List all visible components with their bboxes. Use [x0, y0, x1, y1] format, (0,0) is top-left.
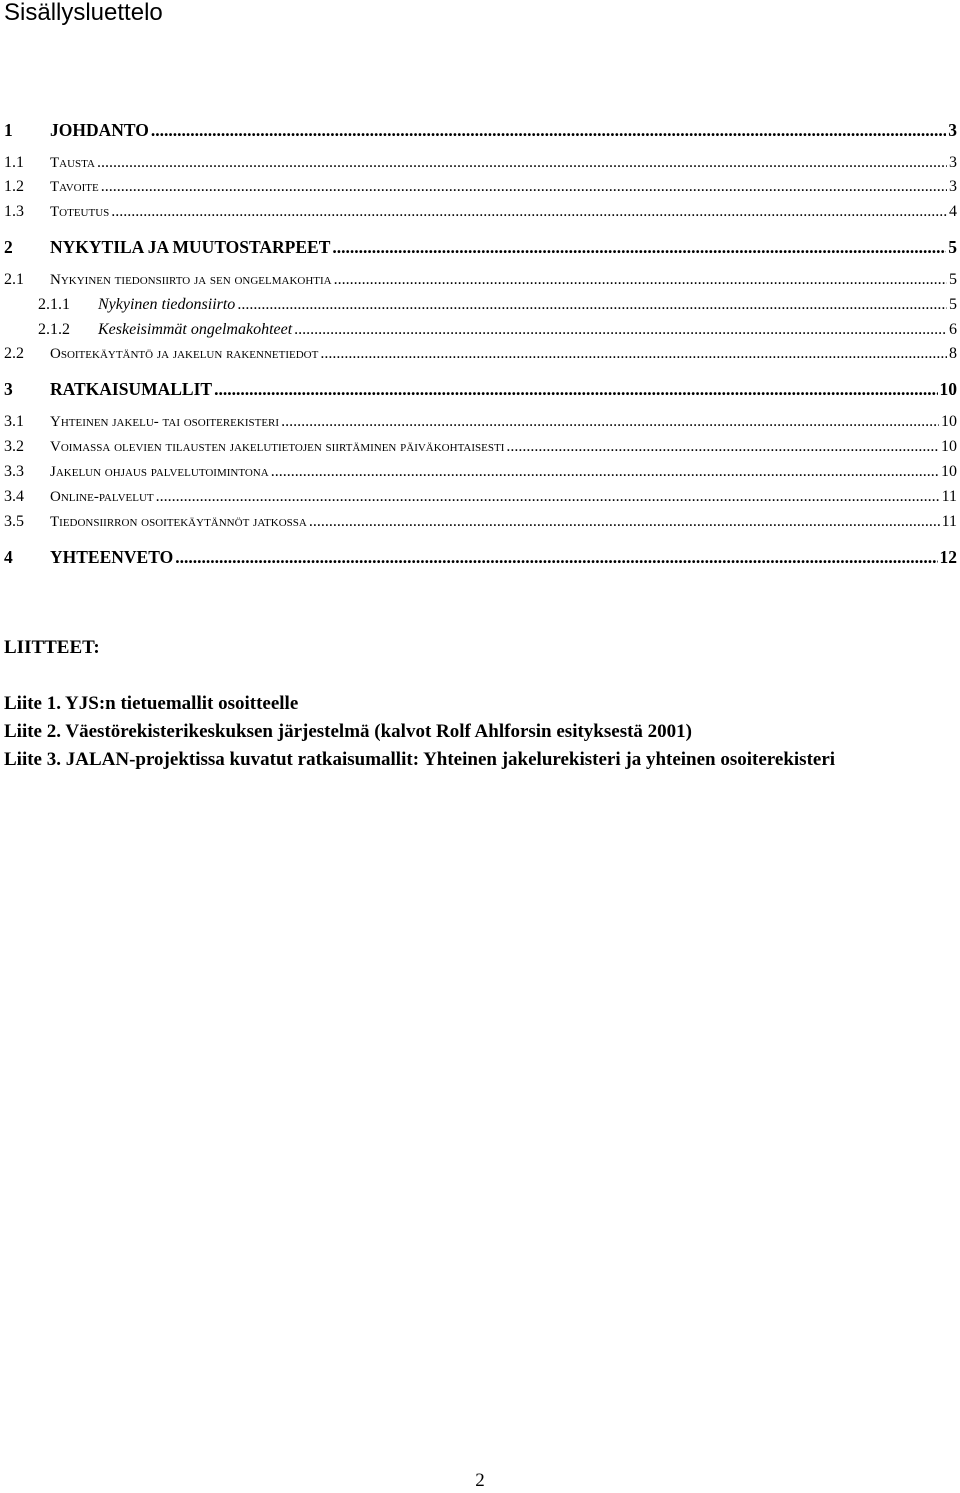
toc-dot-leader	[334, 271, 947, 289]
toc-entry-title: Voimassa olevien tilausten jakelutietojen siirtäminen päiväkohtaisesti	[50, 439, 505, 455]
toc-dot-leader	[294, 321, 947, 339]
toc-entry-page: 12	[939, 547, 957, 567]
toc-entry[interactable]	[4, 296, 957, 316]
toc-entry-title: Yhteinen jakelu- tai osoiterekisteri	[50, 414, 280, 430]
toc-entry-number: 3.3	[4, 463, 24, 480]
toc-entry-number: 4	[4, 547, 13, 567]
toc-entry-title: Tavoite	[50, 179, 99, 195]
toc-dot-leader	[320, 345, 947, 363]
toc-entry-title: Nykyinen tiedonsiirto	[98, 296, 236, 313]
toc-entry[interactable]	[4, 178, 957, 198]
toc-entry-page: 5	[949, 296, 957, 313]
toc-dot-leader	[111, 203, 947, 221]
page-number: 2	[475, 1470, 485, 1491]
toc-entry-page: 5	[949, 271, 957, 288]
toc-entry[interactable]	[4, 120, 957, 140]
toc-entry-page: 10	[941, 438, 957, 455]
toc-dot-leader	[151, 120, 946, 141]
toc-entry-page: 10	[941, 413, 957, 430]
appendix-item: Liite 1. YJS:n tietuemallit osoitteelle	[4, 693, 299, 714]
toc-entry[interactable]	[4, 271, 957, 291]
toc-dot-leader	[309, 513, 940, 531]
toc-entry-title: Nykyinen tiedonsiirto ja sen ongelmakohtia	[50, 272, 332, 288]
toc-entry[interactable]	[4, 463, 957, 483]
appendices-heading: LIITTEET:	[4, 637, 100, 658]
toc-entry-title: Toteutus	[50, 204, 110, 220]
toc-entry-title: Tausta	[50, 155, 95, 171]
toc-entry-number: 3.2	[4, 438, 24, 455]
toc-dot-leader	[214, 379, 937, 400]
toc-entry-number: 2.2	[4, 345, 24, 362]
toc-entry[interactable]	[4, 203, 957, 223]
toc-entry-page: 5	[948, 237, 957, 257]
appendix-item: Liite 3. JALAN-projektissa kuvatut ratkaisumallit: Yhteinen jakelurekisteri ja yhteinen osoiterekisteri	[4, 749, 836, 770]
toc-entry-page: 10	[939, 379, 957, 399]
toc-entry-number: 3.1	[4, 413, 24, 430]
toc-dot-leader	[271, 463, 939, 481]
toc-entry-number: 2.1.2	[38, 321, 70, 338]
toc-entry-title: YHTEENVETO	[50, 547, 174, 567]
toc-dot-leader	[237, 296, 947, 314]
toc-entry[interactable]	[4, 488, 957, 508]
toc-entry-page: 8	[949, 345, 957, 362]
toc-entry-page: 3	[949, 154, 957, 171]
toc-entry-page: 3	[948, 120, 957, 140]
toc-entry-title: Keskeisimmät ongelmakohteet	[98, 321, 293, 338]
toc-entry-number: 1.1	[4, 154, 24, 171]
toc-entry-page: 3	[949, 178, 957, 195]
toc-entry-page: 6	[949, 321, 957, 338]
toc-entry-title: Online-palvelut	[50, 489, 154, 505]
toc-entry-page: 4	[949, 203, 957, 220]
toc-entry-number: 1	[4, 120, 13, 140]
toc-entry-number: 2.1	[4, 271, 24, 288]
toc-entry-page: 11	[941, 513, 957, 530]
toc-dot-leader	[332, 237, 946, 258]
toc-entry[interactable]	[4, 237, 957, 257]
toc-entry[interactable]	[4, 547, 957, 567]
toc-entry[interactable]	[4, 379, 957, 399]
toc-entry-title: Tiedonsiirron osoitekäytännöt jatkossa	[50, 514, 307, 530]
toc-entry-title: JOHDANTO	[50, 120, 149, 140]
toc-entry-page: 10	[941, 463, 957, 480]
toc-dot-leader	[175, 547, 937, 568]
toc-entry-number: 3.5	[4, 513, 24, 530]
toc-entry[interactable]	[4, 321, 957, 341]
toc-entry-number: 2	[4, 237, 13, 257]
toc-entry-number: 2.1.1	[38, 296, 70, 313]
toc-entry[interactable]	[4, 345, 957, 365]
toc-entry-title: Jakelun ohjaus palvelutoimintona	[50, 464, 269, 480]
toc-entry[interactable]	[4, 413, 957, 433]
toc-entry[interactable]	[4, 513, 957, 533]
toc-entry[interactable]	[4, 438, 957, 458]
toc-entry[interactable]	[4, 154, 957, 174]
appendix-item: Liite 2. Väestörekisterikeskuksen järjestelmä (kalvot Rolf Ahlforsin esityksestä 2001)	[4, 721, 692, 742]
toc-entry-number: 1.3	[4, 203, 24, 220]
toc-entry-number: 3.4	[4, 488, 24, 505]
toc-entry-number: 1.2	[4, 178, 24, 195]
toc-entry-page: 11	[941, 488, 957, 505]
toc-dot-leader	[156, 488, 940, 506]
toc-entry-number: 3	[4, 379, 13, 399]
document-title: Sisällysluettelo	[4, 0, 163, 26]
toc-entry-title: Osoitekäytäntö ja jakelun rakennetiedot	[50, 346, 319, 362]
toc-dot-leader	[281, 413, 939, 431]
toc-dot-leader	[97, 154, 947, 172]
toc-entry-title: RATKAISUMALLIT	[50, 379, 213, 399]
toc-entry-title: NYKYTILA JA MUUTOSTARPEET	[50, 237, 331, 257]
toc-dot-leader	[506, 438, 939, 456]
toc-dot-leader	[101, 178, 947, 196]
